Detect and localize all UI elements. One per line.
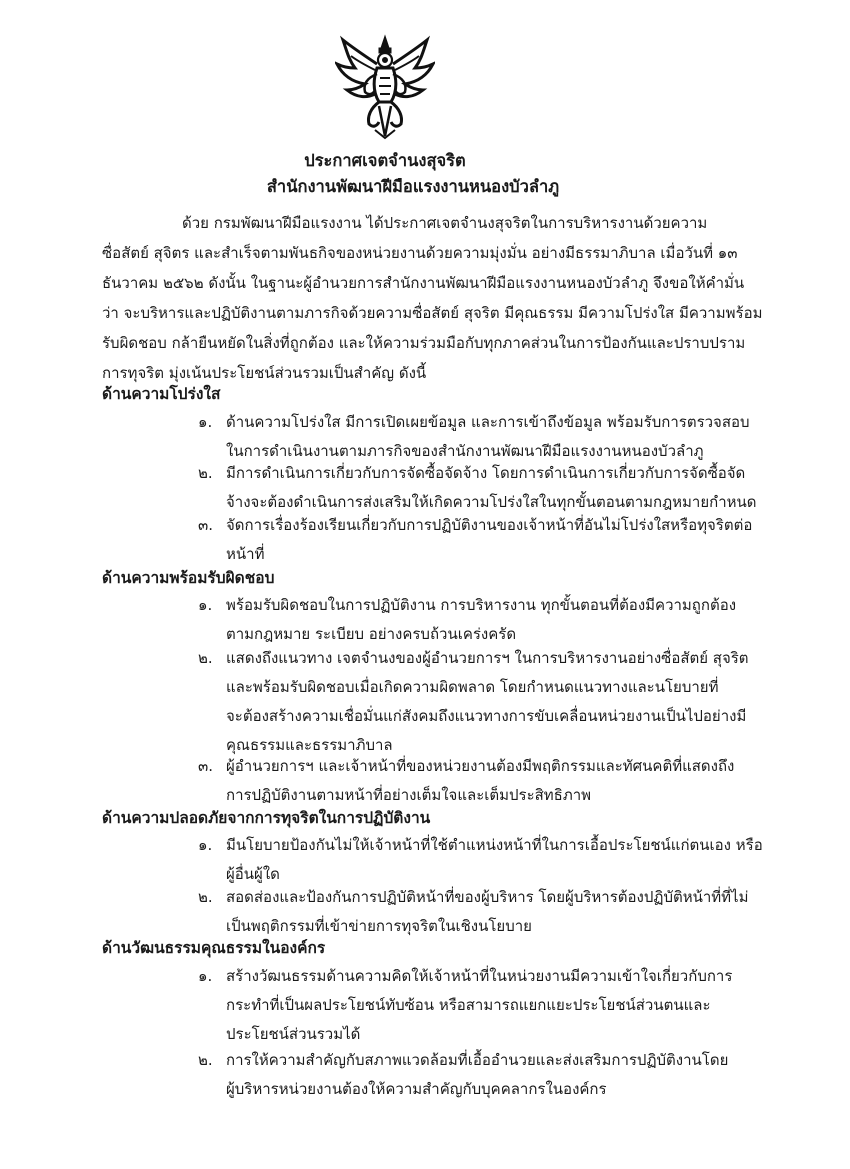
item-number: ๑. [198,967,213,985]
item-line: ผู้อำนวยการฯ และเจ้าหน้าที่ของหน่วยงานต้องมีพฤติกรรมและทัศนคติที่แสดงถึง [226,757,735,775]
item-line: สร้างวัฒนธรรมด้านความคิดให้เจ้าหน้าที่ในหน่วยงานมีความเข้าใจเกี่ยวกับการ [226,967,733,985]
item-line: ผู้อื่นผู้ใด [226,865,280,883]
item-line: การปฏิบัติงานตามหน้าที่อย่างเต็มใจและเต็มประสิทธิภาพ [226,786,592,804]
item-line: คุณธรรมและธรรมาภิบาล [226,736,393,754]
item-number: ๒. [198,888,213,906]
item-line: จะต้องสร้างความเชื่อมั่นแก่สังคมถึงแนวทางการขับเคลื่อนหน่วยงานเป็นไปอย่างมี [226,707,747,725]
item-line: เป็นพฤติกรรมที่เข้าข่ายการทุจริตในเชิงนโยบาย [226,917,532,935]
intro-line: ธันวาคม ๒๕๖๒ ดังนั้น ในฐานะผู้อำนวยการสำนักงานพัฒนาฝีมือแรงงานหนองบัวลำภู จึงขอให้คำมั่น [102,274,745,292]
item-line: และพร้อมรับผิดชอบเมื่อเกิดความผิดพลาด โดยกำหนดแนวทางและนโยบายที่ [226,678,719,696]
item-line: มีการดำเนินการเกี่ยวกับการจัดซื้อจัดจ้าง โดยการดำเนินการเกี่ยวกับการจัดซื้อจัด [226,464,746,482]
item-line: มีนโยบายป้องกันไม่ให้เจ้าหน้าที่ใช้ตำแหน่งหน้าที่ในการเอื้อประโยชน์แก่ตนเอง หรือ [226,836,763,854]
announcement-title: ประกาศเจตจำนงสุจริต [304,151,466,170]
item-line: ประโยชน์ส่วนรวมได้ [226,1025,361,1043]
intro-line: ด้วย กรมพัฒนาฝีมือแรงงาน ได้ประกาศเจตจำนงสุจริตในการบริหารงานด้วยความ [182,214,708,232]
intro-line: รับผิดชอบ กล้ายืนหยัดในสิ่งที่ถูกต้อง และให้ความร่วมมือกับทุกภาคส่วนในการป้องกันและปราบปราม [102,334,746,352]
item-line: การให้ความสำคัญกับสภาพแวดล้อมที่เอื้ออำนวยและส่งเสริมการปฏิบัติงานโดย [226,1051,729,1069]
garuda-emblem-icon [335,34,435,140]
section-heading-transparency: ด้านความโปร่งใส [102,385,221,403]
section-heading-corruption-safety: ด้านความปลอดภัยจากการทุจริตในการปฏิบัติงาน [102,809,431,827]
intro-line: ซื่อสัตย์ สุจิตร และสำเร็จตามพันธกิจของหน่วยงานด้วยความมุ่งมั่น อย่างมีธรรมาภิบาล เมื่อวันที่ ๑๓ [102,244,738,262]
item-number: ๑. [198,836,213,854]
item-line: พร้อมรับผิดชอบในการปฏิบัติงาน การบริหารงาน ทุกขั้นตอนที่ต้องมีความถูกต้อง [226,596,737,614]
item-line: ด้านความโปร่งใส มีการเปิดเผยข้อมูล และการเข้าถึงข้อมูล พร้อมรับการตรวจสอบ [226,413,750,431]
item-line: จัดการเรื่องร้องเรียนเกี่ยวกับการปฏิบัติงานของเจ้าหน้าที่อันไม่โปร่งใสหรือทุจริตต่อ [226,516,753,534]
item-line: หน้าที่ [226,545,265,563]
item-number: ๓. [198,757,214,775]
intro-line: การทุจริต มุ่งเน้นประโยชน์ส่วนรวมเป็นสำคัญ ดังนี้ [102,364,427,382]
item-number: ๑. [198,596,213,614]
item-line: ผู้บริหารหน่วยงานต้องให้ความสำคัญกับบุคคลากรในองค์กร [226,1080,607,1098]
intro-line: ว่า จะบริหารและปฏิบัติงานตามภารกิจด้วยความซื่อสัตย์ สุจริต มีคุณธรรม มีความโปร่งใส มีความพร้อม [102,304,763,322]
item-number: ๒. [198,649,213,667]
item-number: ๑. [198,413,213,431]
section-heading-accountability: ด้านความพร้อมรับผิดชอบ [102,569,275,587]
item-number: ๒. [198,1051,213,1069]
item-line: ในการดำเนินงานตามภารกิจของสำนักงานพัฒนาฝีมือแรงงานหนองบัวลำภู [226,442,704,460]
item-number: ๒. [198,464,213,482]
item-line: แสดงถึงแนวทาง เจตจำนงของผู้อำนวยการฯ ในการบริหารงานอย่างซื่อสัตย์ สุจริต [226,649,749,667]
item-line: สอดส่องและป้องกันการปฏิบัติหน้าที่ของผู้บริหาร โดยผู้บริหารต้องปฏิบัติหน้าที่ที่ไม่ [226,888,749,906]
item-line: กระทำที่เป็นผลประโยชน์ทับซ้อน หรือสามารถแยกแยะประโยชน์ส่วนตนและ [226,996,711,1014]
office-name: สำนักงานพัฒนาฝีมือแรงงานหนองบัวลำภู [266,177,560,196]
item-number: ๓. [198,516,214,534]
item-line: ตามกฎหมาย ระเบียบ อย่างครบถ้วนเคร่งครัด [226,625,517,643]
item-line: จ้างจะต้องดำเนินการส่งเสริมให้เกิดความโปร่งใสในทุกขั้นตอนตามกฎหมายกำหนด [226,493,757,511]
section-heading-moral-culture: ด้านวัฒนธรรมคุณธรรมในองค์กร [102,939,326,957]
